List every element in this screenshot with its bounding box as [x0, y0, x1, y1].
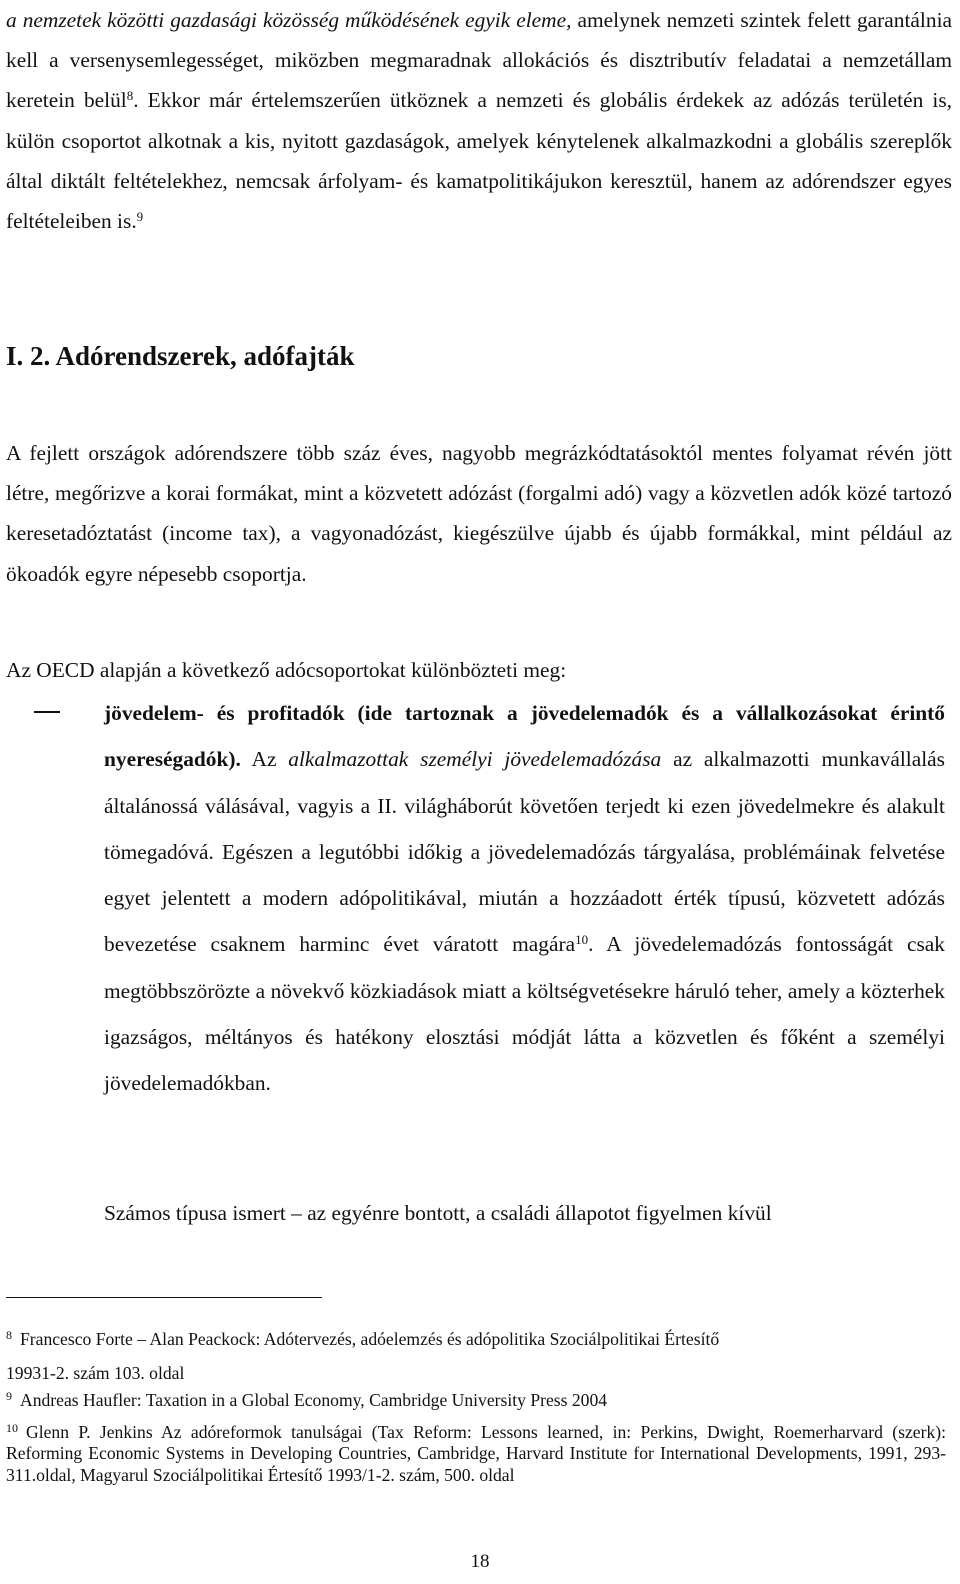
footnote-9: [6, 1390, 946, 1411]
section-heading: I. 2. Adórendszerek, adófajták: [6, 341, 355, 371]
footnote-ref-9[interactable]: 9: [136, 209, 144, 225]
paragraph-tax-systems: A fejlett országok adórendszere több száz éves, nagyobb megrázkódtatásoktól mentes folyamat révén jött létre, megőrizve a korai formákat, mint a közvetett adózást (forgalmi adó) vagy a közvetlen adók közé tartozó keresetadóztatást (income tax), a vagyonadózást, kiegészülve újabb és újabb formákkal, mint például az ökoadók egyre népesebb csoportja.: [6, 441, 952, 586]
footnote-8: [6, 1324, 946, 1354]
footnote-text: Andreas Haufler: Taxation in a Global Economy, Cambridge University Press 2004: [20, 1390, 608, 1410]
page-number: 18: [470, 1551, 490, 1572]
continuation-line: Számos típusa ismert – az egyénre bontott, a családi állapotot figyelmen kívül: [104, 1201, 772, 1225]
footnote-number: 10: [6, 1421, 18, 1435]
paragraph-global-tax-interests: [6, 0, 952, 241]
list-item-income-tax: [104, 690, 945, 1107]
footnote-8-continuation: 19931-2. szám 103. oldal: [6, 1363, 185, 1383]
footnote-number: 8: [6, 1328, 12, 1342]
bold-lead: jövedelem- és profitadók (ide tartoznak a jövedelemadók és a vállalkozásokat érintő nyereségadók).: [104, 701, 945, 772]
list-text: . A jövedelemadózás fontosságát csak megtöbbszörözte a növekvő közkiadások miatt a költségvetésekre háruló teher, amely a közterhek igazságos, méltányos és hatékony elosztási módját látta a közvetlen és főként a személyi jövedelemadókban.: [104, 932, 945, 1096]
oecd-intro-line: Az OECD alapján a következő adócsoportokat különbözteti meg:: [6, 658, 567, 682]
list-text: Az: [240, 747, 289, 772]
list-text: az alkalmazotti munkavállalás általánossá válásával, vagyis a II. világháborút követően terjedt ki ezen jövedelmekre és alakult tömegadóvá. Egészen a legutóbbi időkig a jövedelemadózás tárgyalása, problémáinak felvetése egyet jelentett a modern adópolitikával, miután a hozzáadott érték típusú, közvetett adózás bevezetése csaknem harminc évet váratott magára: [104, 747, 945, 957]
footnote-ref-8[interactable]: 8: [126, 88, 134, 104]
paragraph-text: . Ekkor már értelemszerűen ütköznek a nemzeti és globális érdekek az adózás területén is, külön csoportot alkotnak a kis, nyitott gazdaságok, amelyek kénytelenek alkalmazkodni a globális szereplők által diktált feltételekhez, nemcsak árfolyam- és kamatpolitikájukon keresztül, hanem az adórendszer egyes feltételeiben is.: [6, 88, 952, 234]
italic-lead: a nemzetek közötti gazdasági közösség működésének egyik eleme,: [6, 8, 572, 32]
footnote-text: Francesco Forte – Alan Peackock: Adótervezés, adóelemzés és adópolitika Szociálpolitikai Értesítő: [20, 1329, 720, 1349]
footnote-10: [6, 1422, 946, 1486]
footnote-separator: [6, 1297, 322, 1298]
footnote-ref-10[interactable]: 10: [575, 932, 589, 948]
footnote-number: 9: [6, 1389, 12, 1403]
list-dash-marker: [34, 711, 60, 713]
italic-term: alkalmazottak személyi jövedelemadózása: [288, 747, 662, 772]
paragraph-text: amelynek nemzeti szintek felett garantálnia kell a versenysemlegességet, miközben megmaradnak allokációs és disztributív feladatai a nemzetállam keretein belül: [6, 8, 953, 113]
footnote-text: Glenn P. Jenkins Az adóreformok tanulságai (Tax Reform: Lessons learned, in: Perkins, Dwight, Roemerharvard (szerk): Reforming Economic Systems in Developing Countries, Cambridge, Harvard Institute for International Developments, 1991, 293-311.oldal, Magyarul Szociálpolitikai Értesítő 1993/1-2. szám, 500. oldal: [6, 1422, 946, 1485]
